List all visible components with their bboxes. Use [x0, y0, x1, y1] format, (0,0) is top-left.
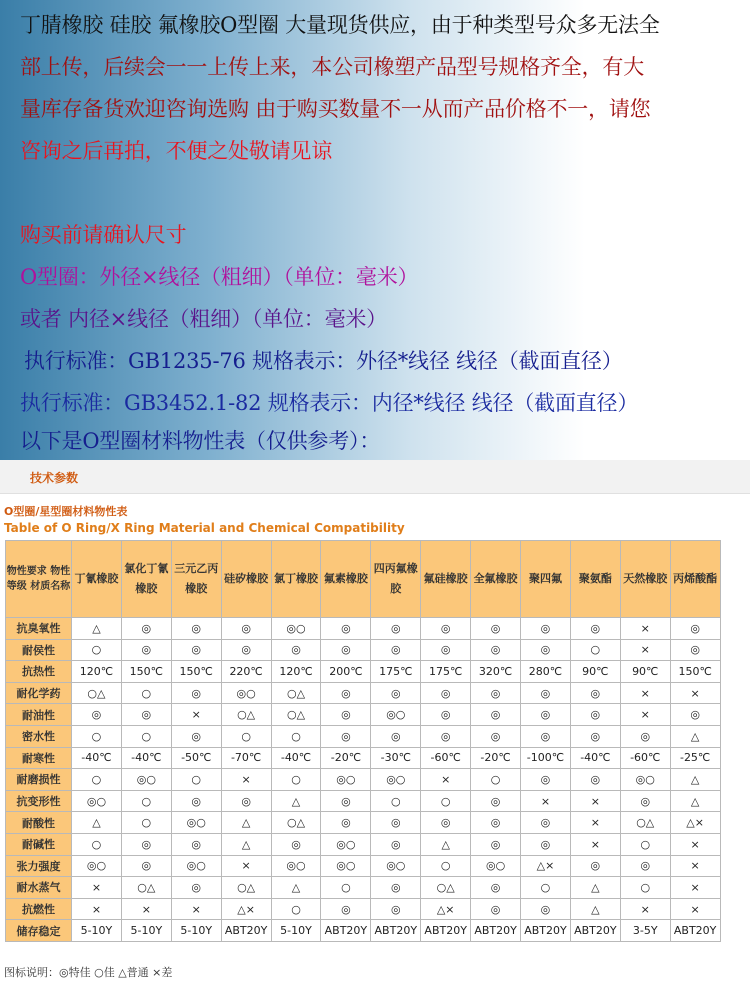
- rating-cell: ◎: [570, 704, 620, 726]
- rating-cell: ×: [620, 682, 670, 704]
- rating-cell: ○: [271, 898, 321, 920]
- notice-banner: [0, 0, 750, 460]
- rating-cell: △: [221, 833, 271, 855]
- rating-cell: ◎○: [620, 769, 670, 791]
- rating-cell: ×: [620, 704, 670, 726]
- column-header: 天然橡胶: [620, 541, 670, 618]
- rating-cell: ◎: [620, 790, 670, 812]
- rating-cell: ◎: [371, 725, 421, 747]
- rating-cell: -100℃: [521, 747, 571, 769]
- column-header: 氟硅橡胶: [421, 541, 471, 618]
- rating-cell: ○: [321, 877, 371, 899]
- rating-cell: ◎: [421, 682, 471, 704]
- rating-cell: ○: [620, 833, 670, 855]
- rating-cell: ◎: [171, 790, 221, 812]
- rating-cell: ◎: [371, 898, 421, 920]
- rating-cell: ◎: [121, 855, 171, 877]
- table-row: [6, 725, 721, 747]
- rating-cell: ◎: [471, 704, 521, 726]
- table-row: [6, 639, 721, 661]
- rating-cell: ×: [570, 833, 620, 855]
- rating-cell: ABT20Y: [521, 920, 571, 942]
- rating-cell: ×: [670, 833, 720, 855]
- rating-cell: ◎: [521, 704, 571, 726]
- table-row: [6, 661, 721, 683]
- rating-cell: ◎: [371, 877, 421, 899]
- rating-cell: ○: [570, 639, 620, 661]
- rating-cell: ○△: [221, 877, 271, 899]
- table-row: [6, 790, 721, 812]
- rating-cell: ○△: [271, 812, 321, 834]
- rating-cell: ◎: [620, 855, 670, 877]
- rating-cell: ◎: [521, 769, 571, 791]
- property-label: 抗燃性: [6, 898, 72, 920]
- header-first-cell: 物性要求 物性等级 材质名称: [6, 541, 72, 618]
- rating-cell: ×: [570, 812, 620, 834]
- material-property-table: [5, 540, 721, 942]
- rating-cell: ◎: [221, 639, 271, 661]
- rating-cell: ○: [421, 790, 471, 812]
- column-header: 聚四氟: [521, 541, 571, 618]
- property-label: 耐水蒸气: [6, 877, 72, 899]
- panel-header: [0, 460, 750, 494]
- standard-gb3452: 执行标准：GB3452.1-82 规格表示：内径*线径 线径（截面直径）: [20, 391, 639, 415]
- table-row: [6, 898, 721, 920]
- rating-cell: ◎: [521, 812, 571, 834]
- rating-cell: ○: [121, 790, 171, 812]
- rating-cell: ◎: [421, 639, 471, 661]
- rating-cell: ◎○: [471, 855, 521, 877]
- rating-cell: △: [670, 790, 720, 812]
- rating-cell: ×: [221, 855, 271, 877]
- material-table-panel: [0, 460, 750, 1000]
- rating-cell: 3-5Y: [620, 920, 670, 942]
- table-row: [6, 704, 721, 726]
- rating-cell: ◎: [471, 898, 521, 920]
- rating-cell: ○: [371, 790, 421, 812]
- rating-cell: 5-10Y: [72, 920, 122, 942]
- rating-cell: ◎○: [121, 769, 171, 791]
- column-header: 全氟橡胶: [471, 541, 521, 618]
- rating-cell: ◎: [171, 877, 221, 899]
- column-header: 氯丁橡胶: [271, 541, 321, 618]
- rating-cell: ◎: [421, 618, 471, 640]
- rating-cell: ○△: [221, 704, 271, 726]
- column-header: 聚氨酯: [570, 541, 620, 618]
- rating-cell: ◎: [121, 639, 171, 661]
- rating-cell: ◎: [321, 812, 371, 834]
- rating-cell: ○△: [72, 682, 122, 704]
- rating-cell: ×: [171, 898, 221, 920]
- rating-cell: 5-10Y: [171, 920, 221, 942]
- table-english-title: Table of O Ring/X Ring Material and Chemical Compatibility: [4, 521, 405, 535]
- rating-cell: △×: [670, 812, 720, 834]
- column-header: 丙烯酸酯: [670, 541, 720, 618]
- table-header-row: [6, 541, 721, 618]
- rating-cell: ◎: [72, 704, 122, 726]
- rating-cell: ABT20Y: [471, 920, 521, 942]
- column-header: 丁氰橡胶: [72, 541, 122, 618]
- rating-cell: ◎: [471, 812, 521, 834]
- rating-cell: ◎: [570, 855, 620, 877]
- rating-cell: ◎: [521, 682, 571, 704]
- rating-cell: ABT20Y: [221, 920, 271, 942]
- property-label: 耐酸性: [6, 812, 72, 834]
- rating-cell: ◎: [471, 877, 521, 899]
- rating-cell: ×: [620, 898, 670, 920]
- rating-cell: -40℃: [570, 747, 620, 769]
- standard-gb1235: 执行标准：GB1235-76 规格表示：外径*线径 线径（截面直径）: [24, 349, 623, 373]
- property-label: 密水性: [6, 725, 72, 747]
- table-row: [6, 833, 721, 855]
- rating-cell: -40℃: [72, 747, 122, 769]
- rating-cell: ◎○: [72, 855, 122, 877]
- rating-cell: ◎○: [321, 833, 371, 855]
- rating-cell: ×: [620, 618, 670, 640]
- rating-cell: -20℃: [321, 747, 371, 769]
- table-body: [6, 618, 721, 942]
- rating-cell: ◎: [521, 725, 571, 747]
- rating-cell: △: [421, 833, 471, 855]
- rating-cell: -60℃: [620, 747, 670, 769]
- property-label: 抗热性: [6, 661, 72, 683]
- table-row: [6, 769, 721, 791]
- rating-cell: △: [570, 898, 620, 920]
- rating-cell: △: [72, 812, 122, 834]
- rating-cell: ◎: [471, 618, 521, 640]
- rating-cell: 150℃: [121, 661, 171, 683]
- rating-cell: ◎○: [271, 618, 321, 640]
- rating-cell: ◎: [121, 833, 171, 855]
- rating-cell: 175℃: [421, 661, 471, 683]
- rating-cell: △×: [421, 898, 471, 920]
- rating-cell: ◎: [471, 833, 521, 855]
- rating-cell: ×: [221, 769, 271, 791]
- notice-line-1: 丁腈橡胶 硅胶 氟橡胶O型圈 大量现货供应，由于种类型号众多无法全: [20, 13, 660, 37]
- alt-size-spec: 或者 内径×线径（粗细）（单位：毫米）: [20, 307, 387, 331]
- rating-cell: -25℃: [670, 747, 720, 769]
- rating-cell: △×: [521, 855, 571, 877]
- rating-cell: ○: [72, 769, 122, 791]
- rating-cell: ×: [670, 682, 720, 704]
- rating-cell: ◎: [221, 790, 271, 812]
- rating-cell: ◎○: [72, 790, 122, 812]
- rating-cell: ○: [121, 682, 171, 704]
- rating-cell: ◎: [321, 790, 371, 812]
- rating-cell: ○△: [271, 704, 321, 726]
- rating-cell: ◎: [171, 833, 221, 855]
- rating-cell: ×: [421, 769, 471, 791]
- rating-cell: -40℃: [271, 747, 321, 769]
- rating-cell: ◎: [321, 618, 371, 640]
- rating-cell: ○: [271, 725, 321, 747]
- rating-cell: ○: [620, 877, 670, 899]
- rating-cell: ◎: [271, 639, 321, 661]
- rating-cell: ×: [670, 898, 720, 920]
- rating-cell: ◎: [371, 618, 421, 640]
- property-label: 耐碱性: [6, 833, 72, 855]
- rating-cell: ×: [570, 790, 620, 812]
- rating-cell: -20℃: [471, 747, 521, 769]
- rating-cell: ○: [221, 725, 271, 747]
- rating-cell: 5-10Y: [121, 920, 171, 942]
- rating-cell: ◎: [321, 639, 371, 661]
- rating-cell: ○: [72, 725, 122, 747]
- column-header: 氯化丁氰橡胶: [121, 541, 171, 618]
- rating-cell: -60℃: [421, 747, 471, 769]
- rating-cell: ◎: [221, 618, 271, 640]
- oring-size-spec: O型圈：外径×线径（粗细）（单位：毫米）: [20, 265, 419, 289]
- rating-cell: ◎: [121, 618, 171, 640]
- rating-cell: ◎○: [321, 769, 371, 791]
- property-label: 耐磨损性: [6, 769, 72, 791]
- rating-cell: ◎: [321, 682, 371, 704]
- rating-cell: ◎: [271, 833, 321, 855]
- rating-cell: 200℃: [321, 661, 371, 683]
- rating-cell: ◎: [171, 639, 221, 661]
- rating-cell: △: [670, 769, 720, 791]
- notice-line-2: 部上传，后续会一一上传上来，本公司橡塑产品型号规格齐全，有大: [20, 55, 644, 79]
- rating-cell: ○△: [271, 682, 321, 704]
- rating-cell: ×: [171, 704, 221, 726]
- rating-cell: ◎: [521, 618, 571, 640]
- rating-cell: ○: [521, 877, 571, 899]
- rating-cell: ×: [620, 639, 670, 661]
- rating-cell: -70℃: [221, 747, 271, 769]
- rating-cell: ◎: [521, 639, 571, 661]
- rating-cell: ◎: [670, 618, 720, 640]
- property-label: 耐侯性: [6, 639, 72, 661]
- rating-cell: ◎: [171, 725, 221, 747]
- rating-cell: ×: [121, 898, 171, 920]
- rating-cell: ◎: [171, 618, 221, 640]
- rating-cell: ABT20Y: [371, 920, 421, 942]
- table-row: [6, 747, 721, 769]
- rating-cell: ◎: [371, 682, 421, 704]
- table-row: [6, 877, 721, 899]
- property-label: 抗臭氧性: [6, 618, 72, 640]
- rating-cell: 320℃: [471, 661, 521, 683]
- rating-cell: 175℃: [371, 661, 421, 683]
- rating-cell: ○△: [421, 877, 471, 899]
- rating-cell: ◎○: [371, 855, 421, 877]
- rating-cell: ◎○: [321, 855, 371, 877]
- rating-cell: ○: [72, 639, 122, 661]
- rating-cell: ◎: [421, 812, 471, 834]
- rating-cell: ◎: [121, 704, 171, 726]
- rating-cell: △×: [221, 898, 271, 920]
- rating-cell: ◎: [670, 704, 720, 726]
- rating-cell: ◎○: [371, 769, 421, 791]
- rating-cell: 150℃: [670, 661, 720, 683]
- rating-cell: ◎○: [171, 855, 221, 877]
- property-label: 耐化学药: [6, 682, 72, 704]
- rating-cell: ABT20Y: [321, 920, 371, 942]
- rating-cell: ○: [271, 769, 321, 791]
- icon-legend: 图标说明：◎特佳 ○佳 △普通 ×差: [4, 966, 173, 979]
- rating-cell: ◎: [521, 898, 571, 920]
- rating-cell: △: [271, 790, 321, 812]
- rating-cell: ◎: [371, 833, 421, 855]
- rating-cell: ○: [72, 833, 122, 855]
- rating-cell: ○: [121, 812, 171, 834]
- rating-cell: ABT20Y: [421, 920, 471, 942]
- size-confirm-heading: 购买前请确认尺寸: [20, 223, 187, 247]
- rating-cell: ◎: [171, 682, 221, 704]
- rating-cell: ◎: [620, 725, 670, 747]
- rating-cell: ◎: [570, 769, 620, 791]
- column-header: 四丙氟橡胶: [371, 541, 421, 618]
- rating-cell: -50℃: [171, 747, 221, 769]
- rating-cell: ○: [121, 725, 171, 747]
- rating-cell: ◎: [471, 725, 521, 747]
- property-label: 抗变形性: [6, 790, 72, 812]
- rating-cell: △: [72, 618, 122, 640]
- rating-cell: 220℃: [221, 661, 271, 683]
- rating-cell: ◎: [321, 704, 371, 726]
- table-row: [6, 920, 721, 942]
- rating-cell: 280℃: [521, 661, 571, 683]
- rating-cell: ◎: [371, 812, 421, 834]
- property-label: 耐寒性: [6, 747, 72, 769]
- rating-cell: ○: [471, 769, 521, 791]
- rating-cell: ○△: [620, 812, 670, 834]
- notice-line-3: 量库存备货欢迎咨询选购 由于购买数量不一从而产品价格不一，请您: [20, 97, 651, 121]
- rating-cell: ×: [521, 790, 571, 812]
- column-header: 硅矽橡胶: [221, 541, 271, 618]
- rating-cell: △: [670, 725, 720, 747]
- rating-cell: △: [271, 877, 321, 899]
- rating-cell: ○: [171, 769, 221, 791]
- rating-cell: ○△: [121, 877, 171, 899]
- rating-cell: 5-10Y: [271, 920, 321, 942]
- rating-cell: ×: [670, 877, 720, 899]
- rating-cell: -30℃: [371, 747, 421, 769]
- rating-cell: ◎○: [371, 704, 421, 726]
- rating-cell: ◎: [421, 704, 471, 726]
- rating-cell: ◎: [371, 639, 421, 661]
- rating-cell: ×: [72, 898, 122, 920]
- rating-cell: 120℃: [271, 661, 321, 683]
- rating-cell: ABT20Y: [570, 920, 620, 942]
- rating-cell: ◎: [471, 790, 521, 812]
- rating-cell: ◎: [421, 725, 471, 747]
- panel-header-title: 技术参数: [30, 471, 79, 485]
- rating-cell: 120℃: [72, 661, 122, 683]
- rating-cell: ◎: [570, 682, 620, 704]
- rating-cell: ◎: [570, 618, 620, 640]
- notice-line-4: 咨询之后再拍，不便之处敬请见谅: [20, 139, 332, 163]
- rating-cell: ◎: [321, 898, 371, 920]
- rating-cell: ◎○: [221, 682, 271, 704]
- rating-cell: ◎: [670, 639, 720, 661]
- rating-cell: ×: [670, 855, 720, 877]
- rating-cell: △: [570, 877, 620, 899]
- property-label: 张力强度: [6, 855, 72, 877]
- rating-cell: ABT20Y: [670, 920, 720, 942]
- table-row: [6, 855, 721, 877]
- column-header: 三元乙丙橡胶: [171, 541, 221, 618]
- rating-cell: △: [221, 812, 271, 834]
- rating-cell: -40℃: [121, 747, 171, 769]
- rating-cell: ◎: [570, 725, 620, 747]
- table-subtitle: O型圈/星型圈材料物性表: [4, 505, 128, 518]
- property-label: 储存稳定: [6, 920, 72, 942]
- rating-cell: ◎○: [271, 855, 321, 877]
- rating-cell: 150℃: [171, 661, 221, 683]
- property-label: 耐油性: [6, 704, 72, 726]
- rating-cell: ◎: [521, 833, 571, 855]
- table-row: [6, 682, 721, 704]
- rating-cell: ◎: [471, 682, 521, 704]
- table-row: [6, 812, 721, 834]
- rating-cell: 90℃: [620, 661, 670, 683]
- column-header: 氟素橡胶: [321, 541, 371, 618]
- rating-cell: ○: [421, 855, 471, 877]
- rating-cell: ×: [72, 877, 122, 899]
- table-row: [6, 618, 721, 640]
- table-intro: 以下是O型圈材料物性表（仅供参考）：: [20, 429, 381, 453]
- rating-cell: ◎: [321, 725, 371, 747]
- rating-cell: 90℃: [570, 661, 620, 683]
- rating-cell: ◎○: [171, 812, 221, 834]
- rating-cell: ◎: [471, 639, 521, 661]
